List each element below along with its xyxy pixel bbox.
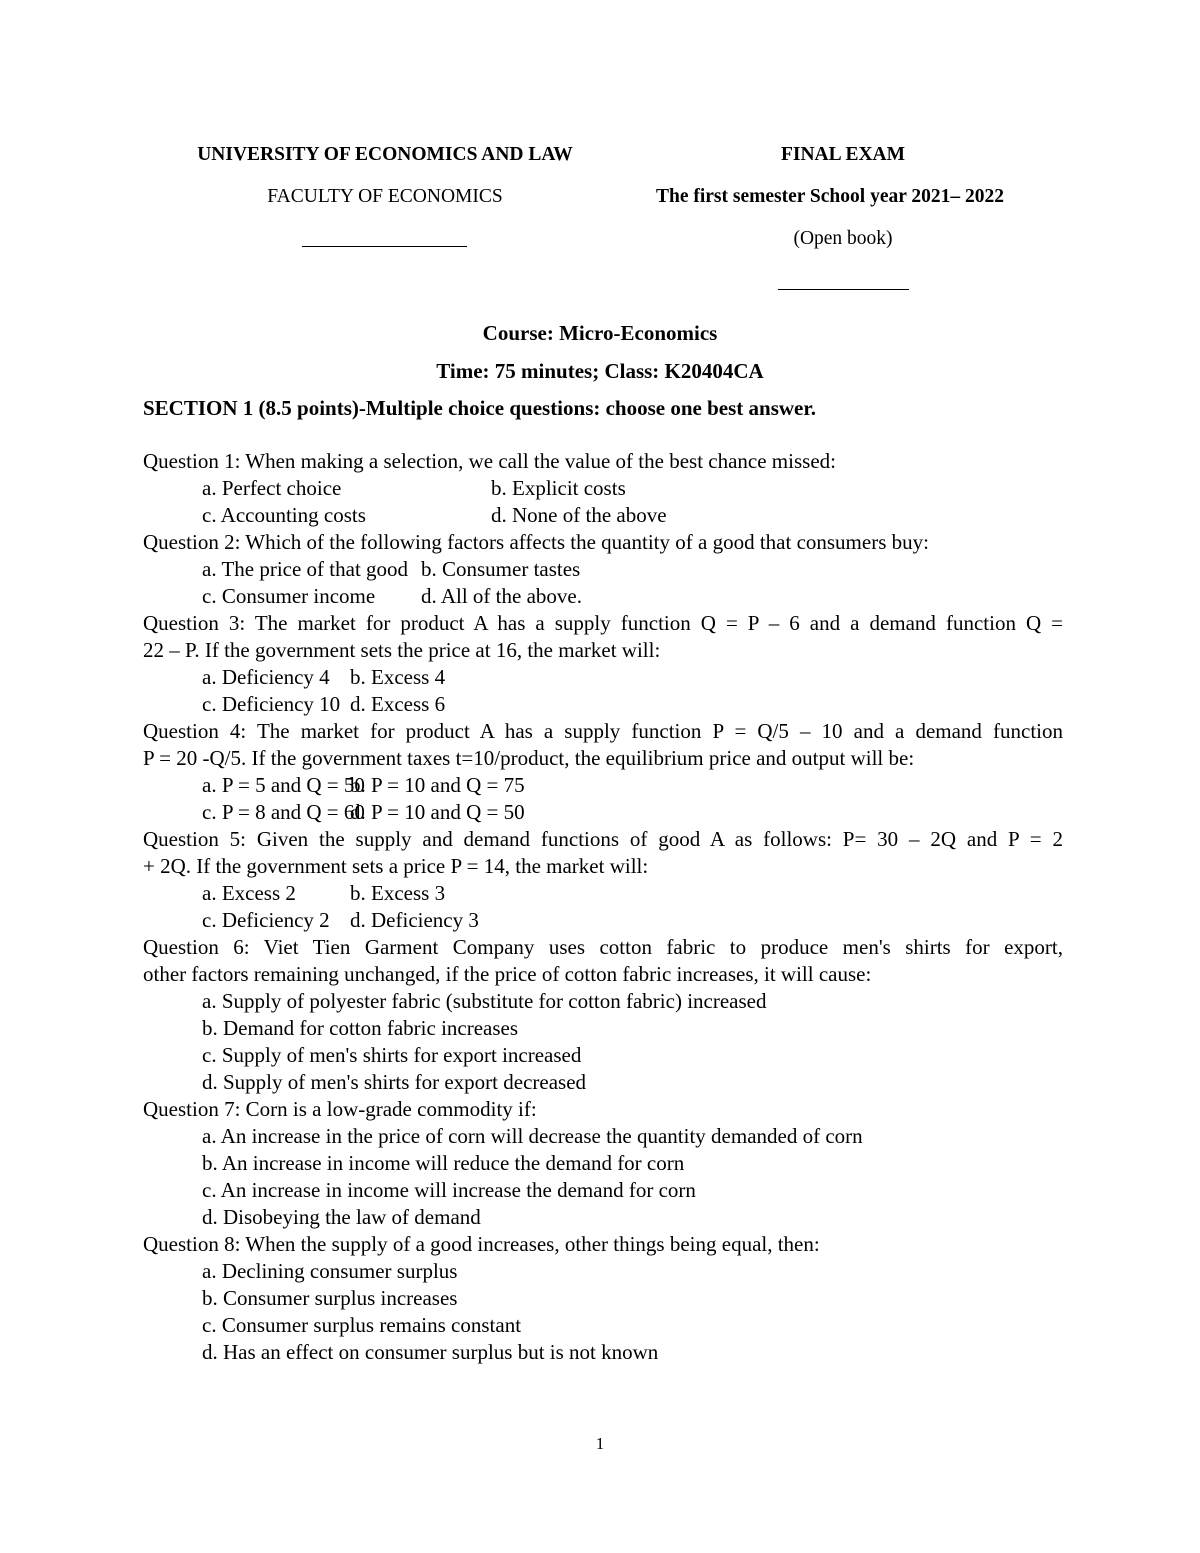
faculty-name: FACULTY OF ECONOMICS — [267, 186, 503, 207]
option-row — [143, 907, 1063, 934]
right-divider — [778, 289, 909, 290]
question-stem: Question 3: The market for product A has a supply function Q = P – 6 and a demand function Q = — [143, 611, 1063, 635]
option-a: a. Excess 2 — [202, 881, 296, 905]
option-row — [143, 664, 1063, 691]
option-d: d. Deficiency 3 — [350, 908, 479, 932]
time-class: Time: 75 minutes; Class: K20404CA — [436, 359, 764, 383]
question-8 — [143, 1231, 1063, 1366]
question-2 — [143, 529, 1063, 610]
option-c: c. P = 8 and Q = 60 — [202, 800, 365, 824]
option-d: d. Disobeying the law of demand — [202, 1205, 481, 1229]
option-b: b. Excess 3 — [350, 881, 446, 905]
option-d: d. P = 10 and Q = 50 — [350, 800, 525, 824]
option-row — [143, 799, 1063, 826]
question-list — [143, 448, 1063, 1366]
left-divider — [302, 246, 467, 247]
option-d: d. All of the above. — [421, 584, 582, 608]
question-stem: other factors remaining unchanged, if the price of cotton fabric increases, it will cause: — [143, 962, 872, 986]
option-c: c. Consumer income — [202, 584, 376, 608]
option-b: b. Demand for cotton fabric increases — [202, 1016, 519, 1040]
option-d: d. Excess 6 — [350, 692, 446, 716]
option-c: c. Supply of men's shirts for export increased — [202, 1043, 582, 1067]
question-stem: P = 20 -Q/5. If the government taxes t=10/product, the equilibrium price and output will be: — [143, 746, 915, 770]
option-a: a. P = 5 and Q = 50 — [202, 773, 365, 797]
option-a: a. An increase in the price of corn will decrease the quantity demanded of corn — [202, 1124, 863, 1148]
option-b: b. Consumer tastes — [421, 557, 581, 581]
option-row — [143, 556, 1063, 583]
question-3 — [143, 610, 1063, 718]
option-c: c. An increase in income will increase the demand for corn — [202, 1178, 696, 1202]
option-row — [143, 475, 1063, 502]
option-b: b. An increase in income will reduce the demand for corn — [202, 1151, 685, 1175]
option-b: b. Consumer surplus increases — [202, 1286, 458, 1310]
option-row — [143, 502, 1063, 529]
option-c: c. Deficiency 2 — [202, 908, 330, 932]
option-c: c. Accounting costs — [202, 503, 366, 527]
option-a: a. Supply of polyester fabric (substitute for cotton fabric) increased — [202, 989, 767, 1013]
option-c: c. Consumer surplus remains constant — [202, 1313, 522, 1337]
option-row — [143, 583, 1063, 610]
question-1 — [143, 448, 1063, 529]
open-book-note: (Open book) — [793, 228, 893, 249]
exam-title: FINAL EXAM — [780, 144, 906, 165]
option-d: d. None of the above — [491, 503, 667, 527]
section-1-title: SECTION 1 (8.5 points)-Multiple choice questions: choose one best answer. — [143, 396, 817, 420]
question-stem: Question 7: Corn is a low-grade commodity if: — [143, 1097, 537, 1121]
option-b: b. Excess 4 — [350, 665, 446, 689]
question-5 — [143, 826, 1063, 934]
option-row — [143, 880, 1063, 907]
option-row — [143, 691, 1063, 718]
question-stem: 22 – P. If the government sets the price at 16, the market will: — [143, 638, 661, 662]
option-d: d. Supply of men's shirts for export decreased — [202, 1070, 587, 1094]
option-a: a. Deficiency 4 — [202, 665, 330, 689]
option-b: b. P = 10 and Q = 75 — [350, 773, 525, 797]
option-a: a. Declining consumer surplus — [202, 1259, 458, 1283]
question-stem: Question 1: When making a selection, we call the value of the best chance missed: — [143, 449, 836, 473]
option-c: c. Deficiency 10 — [202, 692, 341, 716]
option-b: b. Explicit costs — [491, 476, 626, 500]
semester-line: The first semester School year 2021– 2022 — [655, 186, 1005, 207]
university-name: UNIVERSITY OF ECONOMICS AND LAW — [197, 144, 573, 165]
question-4 — [143, 718, 1063, 826]
option-row — [143, 772, 1063, 799]
option-a: a. The price of that good — [202, 557, 409, 581]
question-stem: Question 2: Which of the following factors affects the quantity of a good that consumers buy: — [143, 530, 929, 554]
course-title: Course: Micro-Economics — [482, 321, 718, 345]
option-d: d. Has an effect on consumer surplus but is not known — [202, 1340, 659, 1364]
question-6 — [143, 934, 1063, 1096]
question-stem: Question 6: Viet Tien Garment Company uses cotton fabric to produce men's shirts for export, — [143, 935, 1063, 959]
page-number: 1 — [595, 1434, 605, 1453]
question-stem: Question 5: Given the supply and demand functions of good A as follows: P= 30 – 2Q and P = 2 — [143, 827, 1063, 851]
question-7 — [143, 1096, 1063, 1231]
question-stem: Question 4: The market for product A has a supply function P = Q/5 – 10 and a demand function — [143, 719, 1063, 743]
question-stem: Question 8: When the supply of a good increases, other things being equal, then: — [143, 1232, 820, 1256]
option-a: a. Perfect choice — [202, 476, 342, 500]
question-stem: + 2Q. If the government sets a price P = 14, the market will: — [143, 854, 649, 878]
